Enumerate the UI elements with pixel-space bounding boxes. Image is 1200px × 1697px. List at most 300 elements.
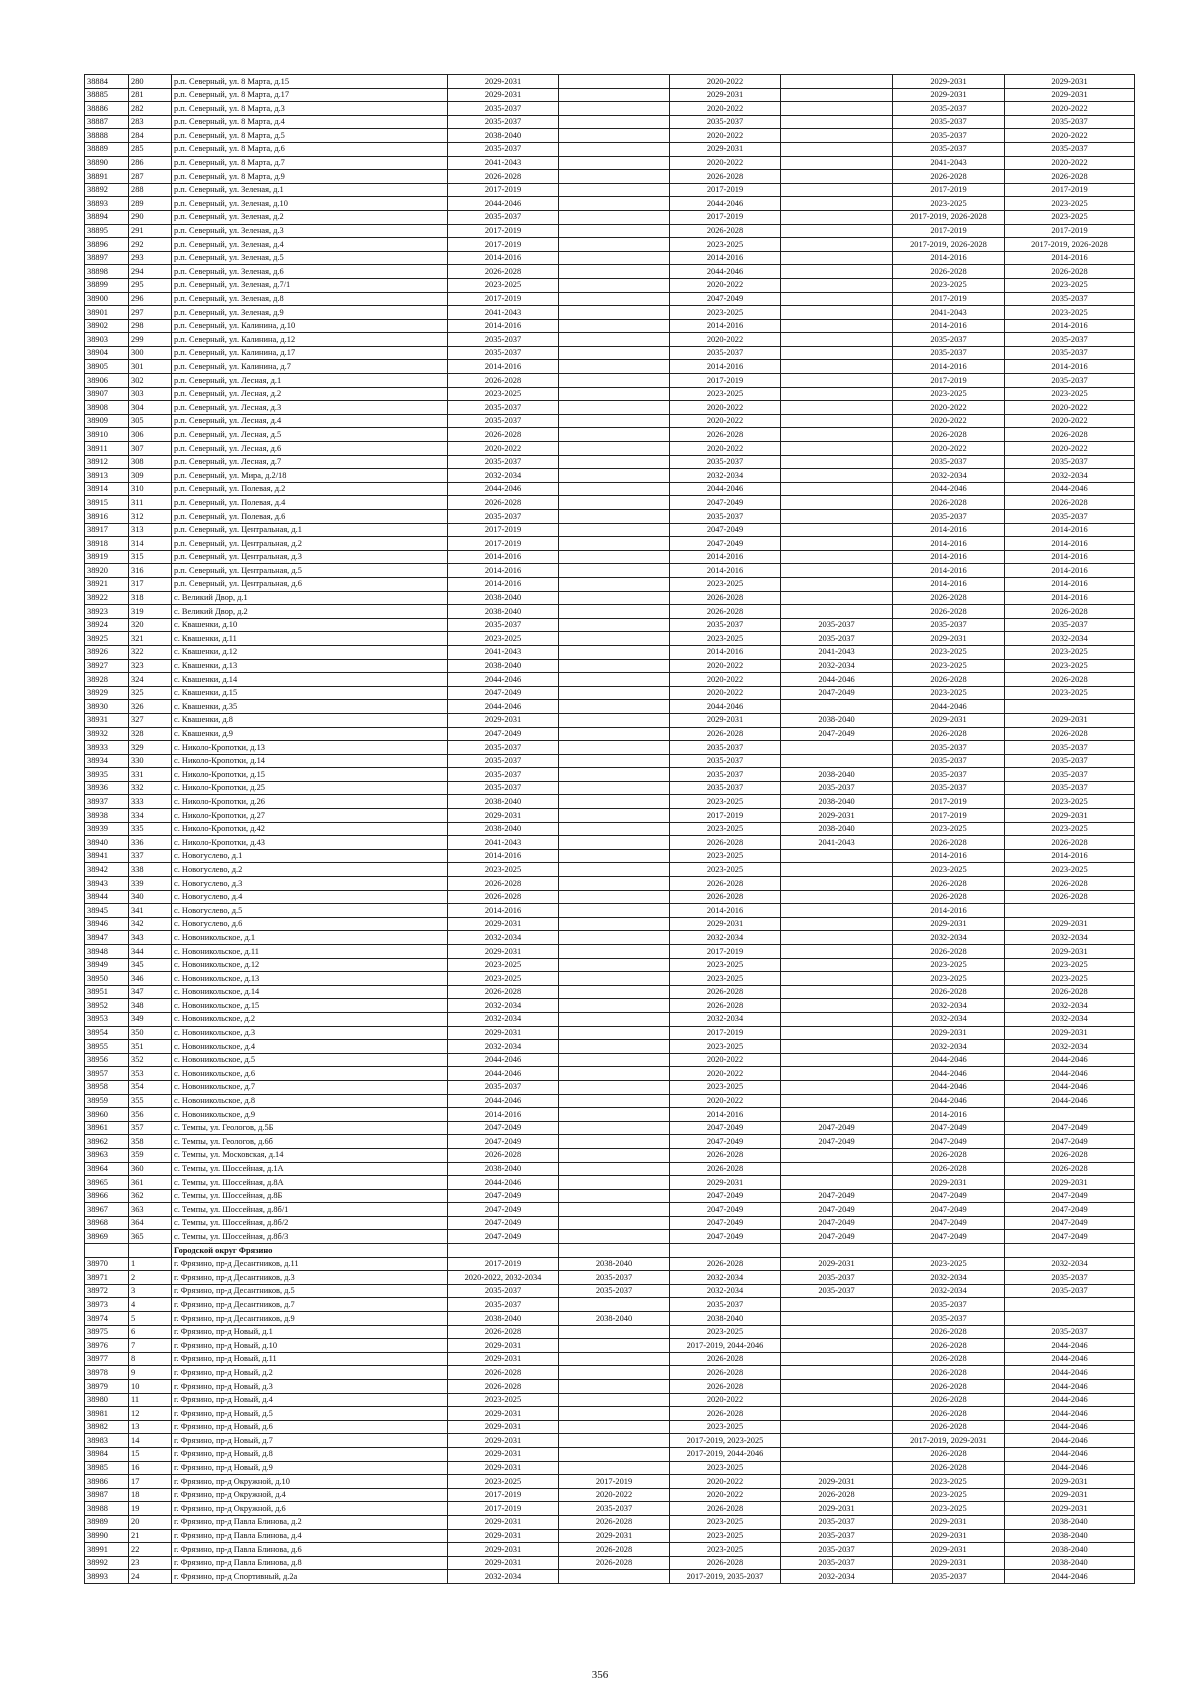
- period-cell-6: 2044-2046: [1005, 1094, 1135, 1108]
- period-cell-4: [781, 917, 893, 931]
- period-cell-1: 2026-2028: [448, 985, 559, 999]
- row-number-cell: 306: [129, 428, 172, 442]
- period-cell-2: [559, 142, 670, 156]
- row-number-cell: 18: [129, 1488, 172, 1502]
- row-id-cell: 38989: [85, 1515, 129, 1529]
- period-cell-1: 2029-2031: [448, 945, 559, 959]
- period-cell-4: [781, 156, 893, 170]
- period-cell-4: 2035-2037: [781, 1556, 893, 1570]
- period-cell-3: 2020-2022: [670, 686, 781, 700]
- period-cell-6: 2044-2046: [1005, 1570, 1135, 1584]
- period-cell-5: 2026-2028: [893, 496, 1005, 510]
- period-cell-1: 2032-2034: [448, 1570, 559, 1584]
- table-row: [85, 1298, 1135, 1312]
- row-id-cell: 38943: [85, 877, 129, 891]
- period-cell-5: 2032-2034: [893, 469, 1005, 483]
- period-cell-5: 2023-2025: [893, 278, 1005, 292]
- period-cell-6: 2020-2022: [1005, 129, 1135, 143]
- period-cell-3: 2023-2025: [670, 849, 781, 863]
- table-row: [85, 550, 1135, 564]
- address-cell: с. Николо-Кропотки, д.42: [172, 822, 448, 836]
- period-cell-6: 2044-2046: [1005, 1434, 1135, 1448]
- period-cell-6: 2029-2031: [1005, 88, 1135, 102]
- period-cell-3: 2044-2046: [670, 700, 781, 714]
- period-cell-4: [781, 577, 893, 591]
- row-number-cell: 331: [129, 768, 172, 782]
- period-cell-6: 2044-2046: [1005, 1407, 1135, 1421]
- row-number-cell: 310: [129, 482, 172, 496]
- row-id-cell: 38888: [85, 129, 129, 143]
- period-cell-6: 2047-2049: [1005, 1121, 1135, 1135]
- period-cell-3: 2020-2022: [670, 659, 781, 673]
- period-cell-4: 2026-2028: [781, 1488, 893, 1502]
- period-cell-2: [559, 1420, 670, 1434]
- period-cell-5: 2017-2019, 2029-2031: [893, 1434, 1005, 1448]
- period-cell-3: 2014-2016: [670, 1108, 781, 1122]
- table-row: [85, 387, 1135, 401]
- period-cell-6: 2014-2016: [1005, 577, 1135, 591]
- row-id-cell: 38933: [85, 741, 129, 755]
- period-cell-6: 2026-2028: [1005, 985, 1135, 999]
- period-cell-6: 2032-2034: [1005, 1012, 1135, 1026]
- row-number-cell: 316: [129, 564, 172, 578]
- row-number-cell: 311: [129, 496, 172, 510]
- period-cell-5: 2026-2028: [893, 1380, 1005, 1394]
- period-cell-4: [781, 1244, 893, 1258]
- address-cell: р.п. Северный, ул. Центральная, д.2: [172, 537, 448, 551]
- period-cell-1: 2038-2040: [448, 1312, 559, 1326]
- period-cell-3: 2014-2016: [670, 319, 781, 333]
- period-cell-5: 2047-2049: [893, 1121, 1005, 1135]
- period-cell-5: 2017-2019, 2026-2028: [893, 238, 1005, 252]
- period-cell-6: 2026-2028: [1005, 170, 1135, 184]
- period-cell-5: 2029-2031: [893, 917, 1005, 931]
- period-cell-6: 2017-2019: [1005, 183, 1135, 197]
- period-cell-4: 2035-2037: [781, 1271, 893, 1285]
- period-cell-1: 2038-2040: [448, 659, 559, 673]
- row-number-cell: 351: [129, 1040, 172, 1054]
- period-cell-3: 2035-2037: [670, 754, 781, 768]
- period-cell-1: 2044-2046: [448, 1094, 559, 1108]
- row-number-cell: 287: [129, 170, 172, 184]
- period-cell-5: 2029-2031: [893, 713, 1005, 727]
- address-cell: с. Николо-Кропотки, д.25: [172, 781, 448, 795]
- period-cell-2: [559, 945, 670, 959]
- period-cell-5: 2014-2016: [893, 319, 1005, 333]
- row-number-cell: 293: [129, 251, 172, 265]
- row-id-cell: 38948: [85, 945, 129, 959]
- period-cell-2: [559, 754, 670, 768]
- row-number-cell: 20: [129, 1515, 172, 1529]
- row-number-cell: 296: [129, 292, 172, 306]
- period-cell-6: 2023-2025: [1005, 645, 1135, 659]
- address-cell: с. Новогуслево, д.4: [172, 890, 448, 904]
- address-cell: р.п. Северный, ул. Центральная, д.5: [172, 564, 448, 578]
- row-id-cell: 38942: [85, 863, 129, 877]
- table-row: [85, 1080, 1135, 1094]
- address-cell: с. Великий Двор, д.1: [172, 591, 448, 605]
- row-number-cell: 298: [129, 319, 172, 333]
- period-cell-6: 2035-2037: [1005, 142, 1135, 156]
- period-cell-6: 2026-2028: [1005, 727, 1135, 741]
- period-cell-1: 2029-2031: [448, 75, 559, 89]
- table-row: [85, 129, 1135, 143]
- period-cell-4: [781, 238, 893, 252]
- period-cell-3: 2026-2028: [670, 1502, 781, 1516]
- period-cell-2: 2020-2022: [559, 1488, 670, 1502]
- row-number-cell: 324: [129, 673, 172, 687]
- period-cell-2: [559, 958, 670, 972]
- period-cell-4: [781, 129, 893, 143]
- table-row: [85, 537, 1135, 551]
- table-row: [85, 1366, 1135, 1380]
- address-cell: с. Темпы, ул. Шоссейная, д.8б/3: [172, 1230, 448, 1244]
- period-cell-6: 2014-2016: [1005, 251, 1135, 265]
- row-id-cell: 38891: [85, 170, 129, 184]
- period-cell-4: 2035-2037: [781, 632, 893, 646]
- period-cell-3: 2020-2022: [670, 414, 781, 428]
- table-row: [85, 1271, 1135, 1285]
- period-cell-1: 2029-2031: [448, 1556, 559, 1570]
- row-id-cell: 38934: [85, 754, 129, 768]
- period-cell-6: 2029-2031: [1005, 1026, 1135, 1040]
- period-cell-2: 2026-2028: [559, 1543, 670, 1557]
- table-row: [85, 265, 1135, 279]
- table-row: [85, 360, 1135, 374]
- table-row: [85, 781, 1135, 795]
- period-cell-2: [559, 1352, 670, 1366]
- period-cell-1: 2026-2028: [448, 170, 559, 184]
- address-cell: с. Квашенки, д.10: [172, 618, 448, 632]
- period-cell-5: 2023-2025: [893, 822, 1005, 836]
- period-cell-6: 2029-2031: [1005, 1488, 1135, 1502]
- period-cell-1: 2047-2049: [448, 1203, 559, 1217]
- row-number-cell: 317: [129, 577, 172, 591]
- period-cell-4: [781, 945, 893, 959]
- period-cell-5: 2026-2028: [893, 1461, 1005, 1475]
- table-row: [85, 1135, 1135, 1149]
- period-cell-6: 2044-2046: [1005, 482, 1135, 496]
- period-cell-1: 2029-2031: [448, 1407, 559, 1421]
- row-number-cell: 1: [129, 1257, 172, 1271]
- period-cell-2: [559, 428, 670, 442]
- period-cell-3: 2014-2016: [670, 904, 781, 918]
- period-cell-3: 2023-2025: [670, 1529, 781, 1543]
- period-cell-6: 2014-2016: [1005, 360, 1135, 374]
- address-cell: р.п. Северный, ул. Калинина, д.17: [172, 346, 448, 360]
- row-id-cell: 38903: [85, 333, 129, 347]
- period-cell-6: [1005, 1108, 1135, 1122]
- table-row: [85, 374, 1135, 388]
- period-cell-2: [559, 768, 670, 782]
- period-cell-5: 2017-2019: [893, 374, 1005, 388]
- row-number-cell: 302: [129, 374, 172, 388]
- period-cell-5: 2035-2037: [893, 1298, 1005, 1312]
- row-number-cell: 24: [129, 1570, 172, 1584]
- period-cell-2: [559, 1067, 670, 1081]
- row-number-cell: 19: [129, 1502, 172, 1516]
- address-cell: г. Фрязино, пр-д Новый, д.7: [172, 1434, 448, 1448]
- period-cell-2: 2029-2031: [559, 1529, 670, 1543]
- row-id-cell: 38936: [85, 781, 129, 795]
- period-cell-1: 2017-2019: [448, 183, 559, 197]
- period-cell-2: [559, 455, 670, 469]
- row-id-cell: 38894: [85, 210, 129, 224]
- row-id-cell: 38953: [85, 1012, 129, 1026]
- row-id-cell: 38963: [85, 1148, 129, 1162]
- period-cell-4: 2035-2037: [781, 1284, 893, 1298]
- row-id-cell: 38964: [85, 1162, 129, 1176]
- period-cell-5: 2032-2034: [893, 1271, 1005, 1285]
- table-row: [85, 904, 1135, 918]
- period-cell-6: 2029-2031: [1005, 917, 1135, 931]
- period-cell-3: 2023-2025: [670, 387, 781, 401]
- table-row: [85, 1040, 1135, 1054]
- row-id-cell: 38986: [85, 1475, 129, 1489]
- row-number-cell: 9: [129, 1366, 172, 1380]
- period-cell-5: 2032-2034: [893, 1284, 1005, 1298]
- table-row: [85, 1556, 1135, 1570]
- period-cell-1: 2026-2028: [448, 496, 559, 510]
- row-number-cell: 16: [129, 1461, 172, 1475]
- row-number-cell: 364: [129, 1216, 172, 1230]
- table-row: [85, 278, 1135, 292]
- period-cell-3: 2026-2028: [670, 985, 781, 999]
- row-number-cell: 365: [129, 1230, 172, 1244]
- period-cell-6: 2032-2034: [1005, 931, 1135, 945]
- period-cell-5: 2026-2028: [893, 877, 1005, 891]
- period-cell-2: [559, 727, 670, 741]
- period-cell-2: [559, 1080, 670, 1094]
- row-id-cell: 38893: [85, 197, 129, 211]
- period-cell-5: 2032-2034: [893, 931, 1005, 945]
- table-row: [85, 1203, 1135, 1217]
- period-cell-6: 2026-2028: [1005, 1162, 1135, 1176]
- table-row: [85, 1488, 1135, 1502]
- table-row: [85, 958, 1135, 972]
- row-number-cell: 11: [129, 1393, 172, 1407]
- period-cell-4: [781, 251, 893, 265]
- period-cell-5: 2023-2025: [893, 686, 1005, 700]
- table-row: [85, 1570, 1135, 1584]
- period-cell-4: [781, 1407, 893, 1421]
- period-cell-2: [559, 251, 670, 265]
- period-cell-2: [559, 1148, 670, 1162]
- period-cell-5: 2020-2022: [893, 414, 1005, 428]
- address-cell: р.п. Северный, ул. Зеленая, д.7/1: [172, 278, 448, 292]
- table-row: [85, 1094, 1135, 1108]
- address-cell: г. Фрязино, пр-д Десантников, д.3: [172, 1271, 448, 1285]
- period-cell-4: [781, 278, 893, 292]
- table-row: [85, 1447, 1135, 1461]
- period-cell-5: 2026-2028: [893, 1339, 1005, 1353]
- table-row: [85, 183, 1135, 197]
- row-number-cell: 15: [129, 1447, 172, 1461]
- period-cell-6: 2026-2028: [1005, 496, 1135, 510]
- row-id-cell: 38886: [85, 102, 129, 116]
- period-cell-3: 2047-2049: [670, 1189, 781, 1203]
- period-cell-6: 2023-2025: [1005, 958, 1135, 972]
- table-row: [85, 224, 1135, 238]
- row-id-cell: 38898: [85, 265, 129, 279]
- period-cell-1: 2014-2016: [448, 360, 559, 374]
- period-cell-4: [781, 904, 893, 918]
- row-number-cell: 356: [129, 1108, 172, 1122]
- period-cell-3: 2023-2025: [670, 795, 781, 809]
- period-cell-4: [781, 849, 893, 863]
- period-cell-6: 2014-2016: [1005, 523, 1135, 537]
- row-id-cell: 38929: [85, 686, 129, 700]
- period-cell-4: [781, 890, 893, 904]
- table-row: [85, 1380, 1135, 1394]
- table-row: [85, 754, 1135, 768]
- table-row: [85, 917, 1135, 931]
- address-cell: с. Николо-Кропотки, д.26: [172, 795, 448, 809]
- address-cell: с. Николо-Кропотки, д.13: [172, 741, 448, 755]
- period-cell-6: 2047-2049: [1005, 1203, 1135, 1217]
- period-cell-2: 2017-2019: [559, 1475, 670, 1489]
- address-cell: р.п. Северный, ул. Полевая, д.2: [172, 482, 448, 496]
- period-cell-4: [781, 1108, 893, 1122]
- table-row: [85, 1352, 1135, 1366]
- period-cell-1: 2026-2028: [448, 1148, 559, 1162]
- period-cell-4: [781, 265, 893, 279]
- period-cell-5: 2032-2034: [893, 999, 1005, 1013]
- period-cell-5: 2014-2016: [893, 904, 1005, 918]
- period-cell-1: 2029-2031: [448, 1447, 559, 1461]
- period-cell-3: 2026-2028: [670, 605, 781, 619]
- row-id-cell: 38901: [85, 306, 129, 320]
- period-cell-1: 2038-2040: [448, 129, 559, 143]
- address-cell: г. Фрязино, пр-д Новый, д.5: [172, 1407, 448, 1421]
- period-cell-2: [559, 224, 670, 238]
- period-cell-3: 2047-2049: [670, 523, 781, 537]
- period-cell-6: 2017-2019, 2026-2028: [1005, 238, 1135, 252]
- period-cell-2: [559, 469, 670, 483]
- period-cell-3: 2032-2034: [670, 1284, 781, 1298]
- period-cell-3: 2047-2049: [670, 1135, 781, 1149]
- period-cell-1: 2044-2046: [448, 1053, 559, 1067]
- table-row: [85, 577, 1135, 591]
- row-id-cell: 38906: [85, 374, 129, 388]
- period-cell-6: 2038-2040: [1005, 1543, 1135, 1557]
- row-id-cell: 38968: [85, 1216, 129, 1230]
- table-row: [85, 1121, 1135, 1135]
- row-id-cell: 38978: [85, 1366, 129, 1380]
- period-cell-2: [559, 1094, 670, 1108]
- period-cell-4: [781, 1325, 893, 1339]
- period-cell-2: 2026-2028: [559, 1556, 670, 1570]
- period-cell-6: 2017-2019: [1005, 224, 1135, 238]
- period-cell-3: 2032-2034: [670, 1271, 781, 1285]
- period-cell-1: 2023-2025: [448, 863, 559, 877]
- table-row: [85, 741, 1135, 755]
- period-cell-3: 2017-2019: [670, 809, 781, 823]
- row-number-cell: 319: [129, 605, 172, 619]
- period-cell-2: [559, 1162, 670, 1176]
- row-number-cell: 281: [129, 88, 172, 102]
- row-number-cell: 314: [129, 537, 172, 551]
- address-cell: с. Квашенки, д.14: [172, 673, 448, 687]
- table-row: [85, 75, 1135, 89]
- table-row: [85, 428, 1135, 442]
- period-cell-5: 2029-2031: [893, 75, 1005, 89]
- period-cell-1: 2014-2016: [448, 577, 559, 591]
- table-row: [85, 972, 1135, 986]
- table-row: [85, 333, 1135, 347]
- period-cell-4: [781, 972, 893, 986]
- address-cell: р.п. Северный, ул. 8 Марта, д.6: [172, 142, 448, 156]
- row-number-cell: 305: [129, 414, 172, 428]
- row-id-cell: 38897: [85, 251, 129, 265]
- period-cell-2: [559, 1339, 670, 1353]
- period-cell-6: 2023-2025: [1005, 210, 1135, 224]
- period-cell-3: 2047-2049: [670, 1121, 781, 1135]
- period-cell-6: 2023-2025: [1005, 795, 1135, 809]
- period-cell-4: 2035-2037: [781, 1543, 893, 1557]
- table-row: [85, 686, 1135, 700]
- period-cell-1: 2026-2028: [448, 374, 559, 388]
- period-cell-6: 2029-2031: [1005, 1176, 1135, 1190]
- period-cell-1: 2023-2025: [448, 1393, 559, 1407]
- address-cell: с. Новоникольское, д.14: [172, 985, 448, 999]
- period-cell-2: [559, 1053, 670, 1067]
- period-cell-1: 2026-2028: [448, 1366, 559, 1380]
- period-cell-3: 2026-2028: [670, 170, 781, 184]
- period-cell-2: [559, 401, 670, 415]
- period-cell-6: 2044-2046: [1005, 1366, 1135, 1380]
- period-cell-5: 2014-2016: [893, 577, 1005, 591]
- period-cell-1: 2035-2037: [448, 768, 559, 782]
- row-id-cell: 38958: [85, 1080, 129, 1094]
- period-cell-6: 2032-2034: [1005, 1257, 1135, 1271]
- table-row: [85, 156, 1135, 170]
- period-cell-1: 2017-2019: [448, 537, 559, 551]
- period-cell-3: 2026-2028: [670, 1257, 781, 1271]
- period-cell-5: 2026-2028: [893, 836, 1005, 850]
- address-cell: г. Фрязино, пр-д Новый, д.3: [172, 1380, 448, 1394]
- period-cell-2: [559, 1135, 670, 1149]
- table-row: [85, 659, 1135, 673]
- address-cell: р.п. Северный, ул. Лесная, д.2: [172, 387, 448, 401]
- period-cell-2: [559, 1380, 670, 1394]
- period-cell-5: 2044-2046: [893, 1094, 1005, 1108]
- row-number-cell: 304: [129, 401, 172, 415]
- period-cell-1: 2032-2034: [448, 999, 559, 1013]
- period-cell-6: 2035-2037: [1005, 374, 1135, 388]
- period-cell-2: [559, 550, 670, 564]
- period-cell-3: 2023-2025: [670, 958, 781, 972]
- row-id-cell: 38939: [85, 822, 129, 836]
- period-cell-1: 2026-2028: [448, 890, 559, 904]
- period-cell-4: [781, 550, 893, 564]
- period-cell-3: 2044-2046: [670, 482, 781, 496]
- row-id-cell: 38902: [85, 319, 129, 333]
- period-cell-5: 2026-2028: [893, 428, 1005, 442]
- period-cell-3: 2023-2025: [670, 1040, 781, 1054]
- period-cell-1: 2023-2025: [448, 958, 559, 972]
- period-cell-2: [559, 1012, 670, 1026]
- period-cell-5: 2023-2025: [893, 863, 1005, 877]
- period-cell-5: 2017-2019: [893, 795, 1005, 809]
- period-cell-5: 2044-2046: [893, 482, 1005, 496]
- period-cell-3: 2020-2022: [670, 1475, 781, 1489]
- period-cell-4: [781, 1148, 893, 1162]
- period-cell-6: 2038-2040: [1005, 1529, 1135, 1543]
- period-cell-3: 2020-2022: [670, 1094, 781, 1108]
- row-number-cell: 315: [129, 550, 172, 564]
- period-cell-1: 2035-2037: [448, 1284, 559, 1298]
